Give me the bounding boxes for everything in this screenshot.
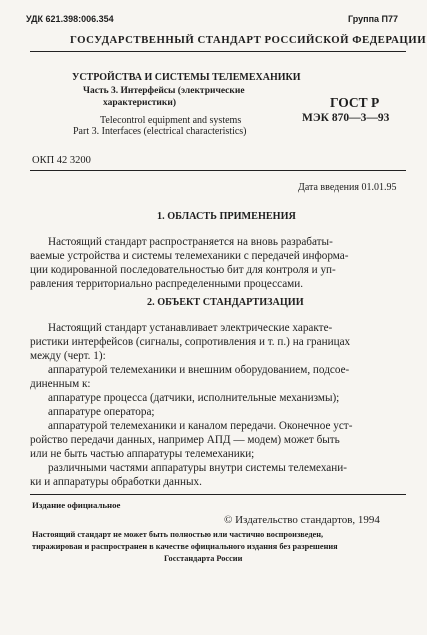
part-title-line1: Часть 3. Интерфейсы (электрические xyxy=(83,86,245,96)
section2-line: аппаратуре оператора; xyxy=(48,406,155,418)
footer-rule xyxy=(30,494,406,495)
section2-line: различными частями аппаратуры внутри системы телемехани- xyxy=(48,462,347,474)
gost-number: МЭК 870—3—93 xyxy=(302,112,390,124)
section2-line: аппаратурой телемеханики и внешним оборудованием, подсое- xyxy=(48,364,350,376)
section1-line: ваемые устройства и системы телемеханики с передачей информа- xyxy=(30,250,349,262)
section2-line: Настоящий стандарт устанавливает электрические характе- xyxy=(48,322,333,334)
section2-line: ки и аппаратуры обработки данных. xyxy=(30,476,202,488)
section1-heading: 1. ОБЛАСТЬ ПРИМЕНЕНИЯ xyxy=(157,211,296,222)
effective-date: Дата введения 01.01.95 xyxy=(298,182,397,193)
reproduction-notice-line2: тиражирован и распространен в качестве официального издания без разрешения xyxy=(32,542,338,551)
official-edition-label: Издание официальное xyxy=(32,500,121,510)
section1-line: равления территориально распределенными процессами. xyxy=(30,278,304,290)
section2-line: ройство передачи данных, например АПД — модем) может быть xyxy=(30,434,340,446)
section2-line: аппаратурой телемеханики и каналом передачи. Оконечное уст- xyxy=(48,420,353,432)
section2-line: или не быть частью аппаратуры телемеханики; xyxy=(30,448,255,460)
section2-heading: 2. ОБЪЕКТ СТАНДАРТИЗАЦИИ xyxy=(147,297,304,308)
english-title-line2: Part 3. Interfaces (electrical characteristics) xyxy=(73,126,247,137)
section2-line: диненным к: xyxy=(30,378,91,390)
okp-code: ОКП 42 3200 xyxy=(32,155,91,166)
section1-line: ции кодированной последовательностью бит для контроля и уп- xyxy=(30,264,336,276)
standard-banner: ГОСУДАРСТВЕННЫЙ СТАНДАРТ РОССИЙСКОЙ ФЕДЕРАЦИИ xyxy=(70,34,427,46)
section2-line: ристики интерфейсов (сигналы, сопротивления и т. п.) на границах xyxy=(30,336,351,348)
reproduction-notice-line1: Настоящий стандарт не может быть полностью или частично воспроизведен, xyxy=(32,530,324,539)
gost-label: ГОСТ Р xyxy=(330,95,380,110)
udc-code: УДК 621.398:006.354 xyxy=(26,14,114,24)
banner-rule xyxy=(30,51,406,52)
group-code: Группа П77 xyxy=(348,14,399,24)
section2-line: между (черт. 1): xyxy=(30,350,106,362)
section2-line: аппаратуре процесса (датчики, исполнительные механизмы); xyxy=(48,392,340,404)
english-title-line1: Telecontrol equipment and systems xyxy=(100,115,242,126)
copyright-notice: © Издательство стандартов, 1994 xyxy=(224,514,380,526)
document-title: УСТРОЙСТВА И СИСТЕМЫ ТЕЛЕМЕХАНИКИ xyxy=(72,72,301,83)
part-title-line2: характеристики) xyxy=(103,98,176,108)
section1-paragraph xyxy=(30,235,406,291)
section2-paragraph xyxy=(30,321,406,489)
okp-rule xyxy=(30,170,406,171)
reproduction-notice-line3: Госстандарта России xyxy=(164,554,243,563)
section1-line: Настоящий стандарт распространяется на вновь разрабаты- xyxy=(48,236,333,248)
